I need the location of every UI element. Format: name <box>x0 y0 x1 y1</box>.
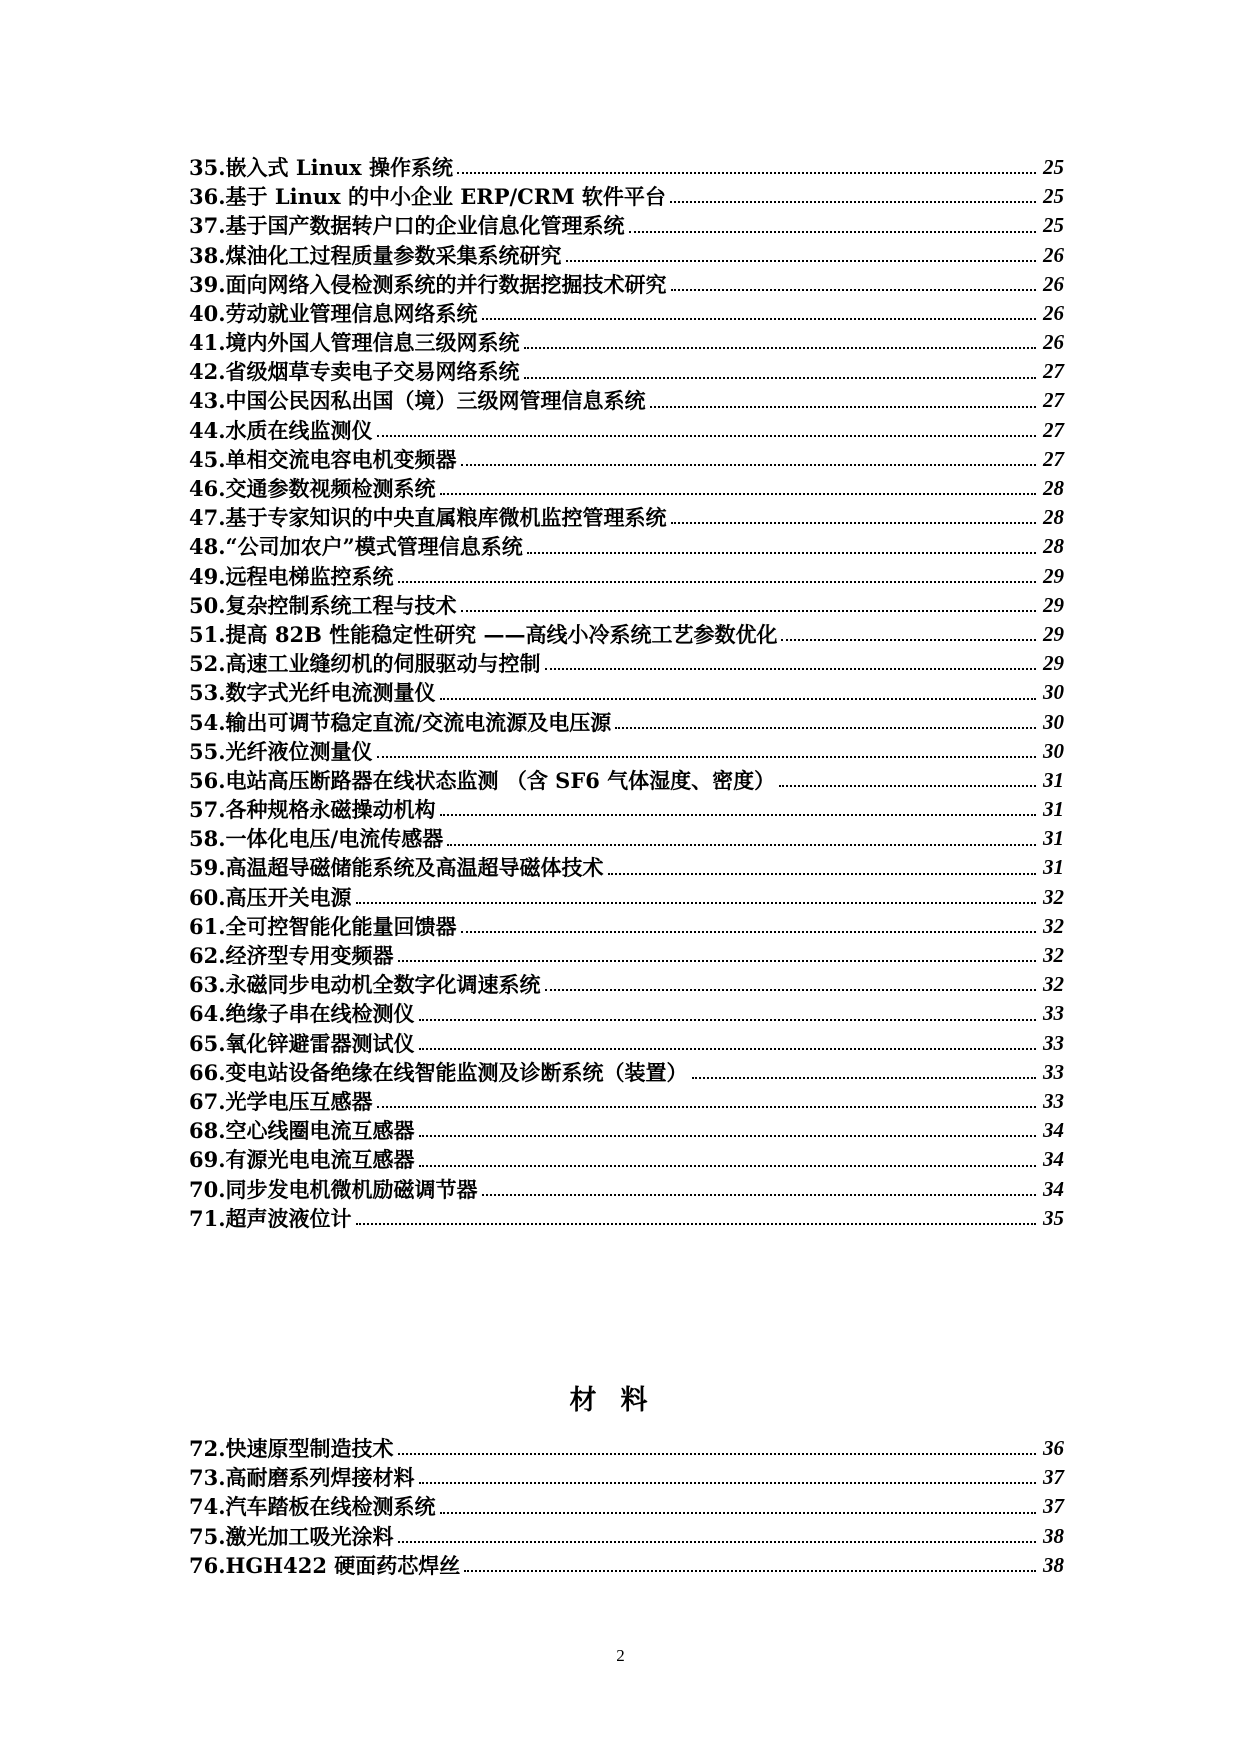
toc-entry-title: 53.数字式光纤电流测量仪 <box>189 680 436 706</box>
toc-dot-leader <box>440 814 1036 816</box>
toc-entry <box>189 620 1064 649</box>
toc-entry-title: 67.光学电压互感器 <box>189 1088 373 1114</box>
toc-entry <box>189 766 1064 795</box>
toc-dot-leader <box>398 1453 1036 1455</box>
toc-entry <box>189 591 1064 620</box>
toc-entry-page: 32 <box>1043 943 1064 968</box>
toc-entry-page: 29 <box>1043 651 1064 676</box>
toc-entry <box>189 503 1064 532</box>
toc-dot-leader <box>440 1512 1036 1514</box>
toc-entry-title: 71.超声波液位计 <box>189 1205 352 1231</box>
toc-entry <box>189 211 1064 240</box>
toc-entry <box>189 1434 1064 1463</box>
toc-entry <box>189 795 1064 824</box>
toc-entry-title: 54.输出可调节稳定直流/交流电流源及电压源 <box>189 709 612 735</box>
toc-entry-page: 33 <box>1043 1088 1064 1113</box>
toc-entry-page: 34 <box>1043 1118 1064 1143</box>
toc-entry-title: 46.交通参数视频检测系统 <box>189 476 436 502</box>
toc-dot-leader <box>377 435 1036 437</box>
toc-entry-title: 63.永磁同步电动机全数字化调速系统 <box>189 972 541 998</box>
toc-dot-leader <box>482 1194 1036 1196</box>
toc-entry-page: 38 <box>1043 1523 1064 1548</box>
toc-entry <box>189 1204 1064 1233</box>
toc-entry-page: 28 <box>1043 476 1064 501</box>
toc-entry-title: 65.氧化锌避雷器测试仪 <box>189 1030 415 1056</box>
toc-dot-leader <box>692 1077 1036 1079</box>
toc-entry-page: 26 <box>1043 242 1064 267</box>
toc-entry <box>189 416 1064 445</box>
toc-entry-page: 37 <box>1043 1465 1064 1490</box>
toc-dot-leader <box>398 581 1036 583</box>
toc-entry <box>189 824 1064 853</box>
toc-dot-leader <box>779 785 1036 787</box>
toc-entry-title: 35.嵌入式 Linux 操作系统 <box>189 154 453 180</box>
toc-entry <box>189 854 1064 883</box>
toc-entry <box>189 883 1064 912</box>
toc-dot-leader <box>377 756 1036 758</box>
toc-entry-title: 40.劳动就业管理信息网络系统 <box>189 300 478 326</box>
toc-entry-title: 41.境内外国人管理信息三级网系统 <box>189 330 520 356</box>
toc-entry-page: 33 <box>1043 1059 1064 1084</box>
toc-entry-page: 38 <box>1043 1552 1064 1577</box>
toc-entry <box>189 328 1064 357</box>
toc-entry-title: 49.远程电梯监控系统 <box>189 563 394 589</box>
toc-entry <box>189 649 1064 678</box>
toc-entry <box>189 678 1064 707</box>
toc-entry-title: 39.面向网络入侵检测系统的并行数据挖掘技术研究 <box>189 271 667 297</box>
toc-dot-leader <box>398 1541 1036 1543</box>
toc-dot-leader <box>461 610 1036 612</box>
toc-entry <box>189 941 1064 970</box>
toc-entry <box>189 1145 1064 1174</box>
toc-entry-title: 47.基于专家知识的中央直属粮库微机监控管理系统 <box>189 505 667 531</box>
toc-entry-page: 32 <box>1043 913 1064 938</box>
toc-entry <box>189 1551 1064 1580</box>
toc-dot-leader <box>464 1570 1036 1572</box>
toc-entry-title: 69.有源光电电流互感器 <box>189 1147 415 1173</box>
toc-entry-title: 75.激光加工吸光涂料 <box>189 1523 394 1549</box>
toc-entry <box>189 270 1064 299</box>
toc-entry-title: 59.高温超导磁储能系统及高温超导磁体技术 <box>189 855 604 881</box>
toc-dot-leader <box>671 289 1036 291</box>
toc-entry-title: 37.基于国产数据转户口的企业信息化管理系统 <box>189 213 625 239</box>
toc-entry-title: 70.同步发电机微机励磁调节器 <box>189 1176 478 1202</box>
toc-entry <box>189 1175 1064 1204</box>
toc-entry-page: 31 <box>1043 855 1064 880</box>
toc-entry-title: 50.复杂控制系统工程与技术 <box>189 592 457 618</box>
toc-entry-title: 43.中国公民因私出国（境）三级网管理信息系统 <box>189 388 646 414</box>
toc-entry <box>189 737 1064 766</box>
toc-entry-title: 58.一体化电压/电流传感器 <box>189 826 444 852</box>
toc-entry <box>189 357 1064 386</box>
toc-entry-page: 30 <box>1043 680 1064 705</box>
toc-dot-leader <box>527 552 1036 554</box>
toc-list-electronics <box>189 153 1064 1233</box>
toc-entry <box>189 912 1064 941</box>
toc-entry <box>189 1058 1064 1087</box>
toc-entry-title: 51.提高 82B 性能稳定性研究 ——高线小冷系统工艺参数优化 <box>189 621 778 647</box>
toc-entry-title: 38.煤油化工过程质量参数采集系统研究 <box>189 242 562 268</box>
toc-entry-page: 26 <box>1043 330 1064 355</box>
toc-entry <box>189 387 1064 416</box>
toc-dot-leader <box>356 902 1036 904</box>
toc-entry <box>189 1522 1064 1551</box>
toc-dot-leader <box>461 931 1036 933</box>
toc-entry-page: 30 <box>1043 738 1064 763</box>
toc-dot-leader <box>615 727 1036 729</box>
toc-entry-page: 37 <box>1043 1494 1064 1519</box>
toc-dot-leader <box>670 201 1036 203</box>
toc-entry-page: 36 <box>1043 1435 1064 1460</box>
toc-entry-title: 56.电站高压断路器在线状态监测 （含 SF6 气体湿度、密度） <box>189 767 776 793</box>
toc-entry-page: 34 <box>1043 1147 1064 1172</box>
toc-dot-leader <box>419 1019 1036 1021</box>
toc-dot-leader <box>461 464 1036 466</box>
toc-entry-title: 73.高耐磨系列焊接材料 <box>189 1465 415 1491</box>
toc-entry-page: 26 <box>1043 271 1064 296</box>
toc-entry <box>189 445 1064 474</box>
toc-dot-leader <box>545 668 1036 670</box>
toc-entry-title: 45.单相交流电容电机变频器 <box>189 446 457 472</box>
toc-entry-title: 48.“公司加农户”模式管理信息系统 <box>189 534 523 560</box>
toc-entry-page: 34 <box>1043 1176 1064 1201</box>
toc-entry-page: 27 <box>1043 446 1064 471</box>
toc-entry-page: 25 <box>1043 213 1064 238</box>
toc-dot-leader <box>457 172 1036 174</box>
toc-dot-leader <box>524 347 1036 349</box>
toc-entry <box>189 1087 1064 1116</box>
toc-entry <box>189 182 1064 211</box>
toc-entry-title: 62.经济型专用变频器 <box>189 943 394 969</box>
toc-entry <box>189 1492 1064 1521</box>
toc-entry-title: 68.空心线圈电流互感器 <box>189 1118 415 1144</box>
toc-entry-page: 27 <box>1043 417 1064 442</box>
toc-dot-leader <box>781 639 1036 641</box>
toc-entry-page: 33 <box>1043 1030 1064 1055</box>
toc-entry <box>189 532 1064 561</box>
toc-entry <box>189 708 1064 737</box>
toc-entry-title: 66.变电站设备绝缘在线智能监测及诊断系统（装置） <box>189 1059 688 1085</box>
toc-dot-leader <box>482 318 1036 320</box>
toc-dot-leader <box>650 406 1036 408</box>
toc-entry-page: 30 <box>1043 709 1064 734</box>
toc-entry-page: 35 <box>1043 1205 1064 1230</box>
toc-dot-leader <box>629 231 1036 233</box>
toc-dot-leader <box>440 493 1036 495</box>
toc-entry <box>189 970 1064 999</box>
toc-entry-title: 36.基于 Linux 的中小企业 ERP/CRM 软件平台 <box>189 184 666 210</box>
toc-entry-page: 28 <box>1043 534 1064 559</box>
toc-entry <box>189 999 1064 1028</box>
toc-entry-title: 42.省级烟草专卖电子交易网络系统 <box>189 359 520 385</box>
toc-entry-page: 32 <box>1043 972 1064 997</box>
toc-dot-leader <box>419 1048 1036 1050</box>
toc-entry-title: 64.绝缘子串在线检测仪 <box>189 1001 415 1027</box>
page-number: 2 <box>616 1646 625 1665</box>
toc-entry-page: 29 <box>1043 563 1064 588</box>
toc-entry-page: 27 <box>1043 359 1064 384</box>
toc-list-materials <box>189 1434 1064 1580</box>
toc-entry-page: 25 <box>1043 184 1064 209</box>
toc-entry-page: 25 <box>1043 154 1064 179</box>
toc-dot-leader <box>566 260 1036 262</box>
toc-entry-title: 76.HGH422 硬面药芯焊丝 <box>189 1552 461 1578</box>
section-heading-materials: 材料 <box>569 1385 672 1416</box>
toc-dot-leader <box>419 1135 1036 1137</box>
toc-entry-page: 31 <box>1043 767 1064 792</box>
toc-entry-title: 60.高压开关电源 <box>189 884 352 910</box>
toc-entry-page: 31 <box>1043 826 1064 851</box>
toc-entry-page: 29 <box>1043 621 1064 646</box>
toc-entry <box>189 241 1064 270</box>
toc-dot-leader <box>419 1165 1036 1167</box>
toc-entry-title: 72.快速原型制造技术 <box>189 1435 394 1461</box>
toc-entry-title: 74.汽车踏板在线检测系统 <box>189 1494 436 1520</box>
toc-entry-title: 52.高速工业缝纫机的伺服驱动与控制 <box>189 651 541 677</box>
toc-dot-leader <box>447 844 1036 846</box>
toc-entry-title: 44.水质在线监测仪 <box>189 417 373 443</box>
toc-dot-leader <box>608 873 1036 875</box>
toc-dot-leader <box>419 1482 1036 1484</box>
toc-entry-page: 31 <box>1043 797 1064 822</box>
toc-entry-title: 57.各种规格永磁操动机构 <box>189 797 436 823</box>
toc-entry <box>189 1116 1064 1145</box>
toc-entry <box>189 299 1064 328</box>
toc-dot-leader <box>524 377 1036 379</box>
toc-entry <box>189 474 1064 503</box>
toc-entry <box>189 153 1064 182</box>
toc-entry-page: 29 <box>1043 592 1064 617</box>
toc-entry <box>189 1029 1064 1058</box>
toc-entry-title: 61.全可控智能化能量回馈器 <box>189 913 457 939</box>
toc-entry-page: 33 <box>1043 1001 1064 1026</box>
toc-entry <box>189 562 1064 591</box>
toc-entry-title: 55.光纤液位测量仪 <box>189 738 373 764</box>
toc-dot-leader <box>545 989 1036 991</box>
toc-entry-page: 27 <box>1043 388 1064 413</box>
toc-dot-leader <box>671 522 1036 524</box>
toc-entry <box>189 1463 1064 1492</box>
toc-dot-leader <box>440 698 1036 700</box>
toc-dot-leader <box>398 960 1036 962</box>
toc-dot-leader <box>356 1223 1036 1225</box>
toc-dot-leader <box>377 1106 1036 1108</box>
toc-entry-page: 32 <box>1043 884 1064 909</box>
toc-entry-page: 28 <box>1043 505 1064 530</box>
toc-entry-page: 26 <box>1043 300 1064 325</box>
